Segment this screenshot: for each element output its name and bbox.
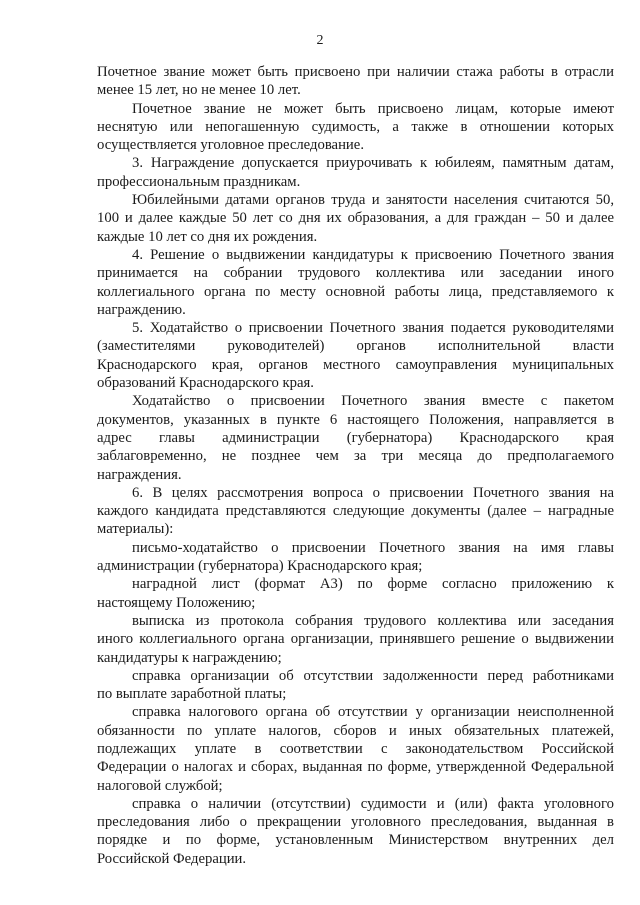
text-line: 3. Награждение допускается приурочивать к юбилеям, памятным датам, (132, 155, 614, 172)
text-line: Юбилейными датами органов труда и занятости населения считаются 50, (132, 192, 614, 209)
text-line: обязанности по уплате налогов, сборов и иных обязательных платежей, (97, 722, 614, 739)
paragraph (97, 100, 614, 155)
text-line: справка о наличии (отсутствии) судимости и (или) факта уголовного (132, 795, 614, 812)
text-line: выписка из протокола собрания трудового коллектива или заседания (132, 612, 614, 629)
text-line: менее 15 лет, но не менее 10 лет. (97, 82, 301, 99)
text-line: адрес главы администрации (губернатора) Краснодарского края (97, 429, 614, 446)
text-line: настоящему Положению; (97, 594, 256, 611)
text-line: администрации (губернатора) Краснодарского края; (97, 558, 423, 575)
text-line: принимается на собрании трудового коллектива или заседании иного (97, 265, 614, 282)
text-line: неснятую или непогашенную судимость, а также в отношении которых (97, 118, 614, 135)
paragraph (97, 703, 614, 794)
text-line: награждению. (97, 301, 186, 318)
text-line: документов, указанных в пункте 6 настоящего Положения, направляется в (97, 411, 614, 428)
text-line: заблаговременно, не позднее чем за три месяца до предполагаемого (97, 448, 614, 465)
paragraph (97, 612, 614, 667)
paragraph (97, 484, 614, 539)
paragraph (97, 319, 614, 392)
text-line: по выплате заработной платы; (97, 686, 287, 703)
text-line: материалы): (97, 521, 174, 538)
text-line: (заместителями руководителей) органов исполнительной власти (97, 338, 614, 355)
page-number: 2 (316, 33, 324, 48)
document-body (97, 63, 614, 868)
paragraph (97, 539, 614, 576)
text-line: преследования либо о прекращении уголовного преследования, выданная в (97, 814, 614, 831)
text-line: наградной лист (формат А3) по форме согласно приложению к (132, 576, 614, 593)
paragraph (97, 154, 614, 191)
text-line: письмо-ходатайство о присвоении Почетного звания на имя главы (132, 539, 614, 556)
paragraph (97, 63, 614, 100)
text-line: каждого кандидата представляются следующие документы (далее – наградные (97, 503, 614, 520)
text-line: порядке и по форме, установленным Министерством внутренних дел (97, 832, 614, 849)
text-line: кандидатуры к награждению; (97, 649, 282, 666)
text-line: Краснодарского края, органов местного самоуправления муниципальных (97, 356, 614, 373)
paragraph (97, 575, 614, 612)
text-line: осуществляется уголовное преследование. (97, 137, 364, 154)
text-line: 6. В целях рассмотрения вопроса о присвоении Почетного звания на (132, 484, 614, 501)
text-line: награждения. (97, 466, 182, 483)
text-line: 100 и далее каждые 50 лет со дня их образования, а для граждан – 50 и далее (97, 210, 614, 227)
text-line: 4. Решение о выдвижении кандидатуры к присвоению Почетного звания (132, 246, 614, 263)
paragraph (97, 795, 614, 868)
text-line: Почетное звание не может быть присвоено лицам, которые имеют (132, 100, 614, 117)
paragraph (97, 246, 614, 319)
paragraph (97, 392, 614, 483)
text-line: справка налогового органа об отсутствии у организации неисполненной (132, 704, 614, 721)
paragraph (97, 667, 614, 704)
text-line: Российской Федерации. (97, 850, 247, 867)
text-line: налоговой службой; (97, 777, 223, 794)
paragraph (97, 191, 614, 246)
text-line: Ходатайство о присвоении Почетного звания вместе с пакетом (132, 393, 614, 410)
text-line: образований Краснодарского края. (97, 375, 314, 392)
text-line: подлежащих уплате в соответствии с законодательством Российской (97, 740, 614, 757)
text-line: Почетное звание может быть присвоено при наличии стажа работы в отрасли (97, 64, 614, 80)
text-line: Федерации о налогах и сборах, выданная по форме, утвержденной Федеральной (97, 759, 614, 776)
text-line: коллегиального органа по месту основной работы лица, представляемого к (97, 283, 614, 300)
text-line: иного коллегиального органа организации, принявшего решение о выдвижении (97, 631, 614, 648)
text-line: каждые 10 лет со дня их рождения. (97, 228, 318, 245)
text-line: профессиональным праздникам. (97, 173, 301, 190)
text-line: справка организации об отсутствии задолженности перед работниками (132, 667, 614, 684)
text-line: 5. Ходатайство о присвоении Почетного звания подается руководителями (132, 320, 614, 337)
